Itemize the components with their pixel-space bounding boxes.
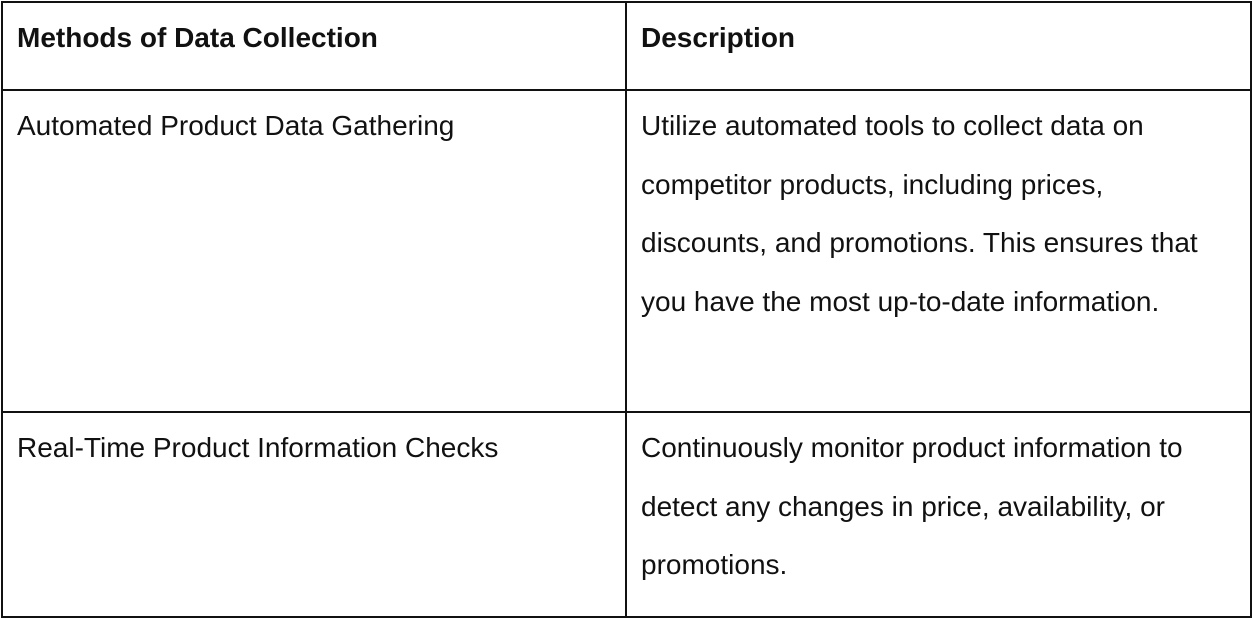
description-cell [626, 412, 1251, 617]
method-cell [2, 412, 626, 617]
table-row [2, 412, 1251, 617]
header-methods [2, 2, 626, 90]
table-header [2, 2, 1251, 90]
header-methods-label: Methods of Data Collection [17, 22, 378, 53]
table-header-row [2, 2, 1251, 90]
description-text: Continuously monitor product information to detect any changes in price, availability, or promotions. [641, 432, 1183, 580]
table-body [2, 90, 1251, 617]
method-text: Real-Time Product Information Checks [17, 432, 499, 463]
description-text: Utilize automated tools to collect data on competitor products, including prices, discounts, and promotions. This ensures that you have the most up-to-date information. [641, 110, 1198, 317]
data-collection-table [1, 1, 1252, 618]
description-cell [626, 90, 1251, 412]
header-description-label: Description [641, 22, 796, 53]
method-cell [2, 90, 626, 412]
method-text: Automated Product Data Gathering [17, 110, 455, 141]
header-description [626, 2, 1251, 90]
table-row [2, 90, 1251, 412]
